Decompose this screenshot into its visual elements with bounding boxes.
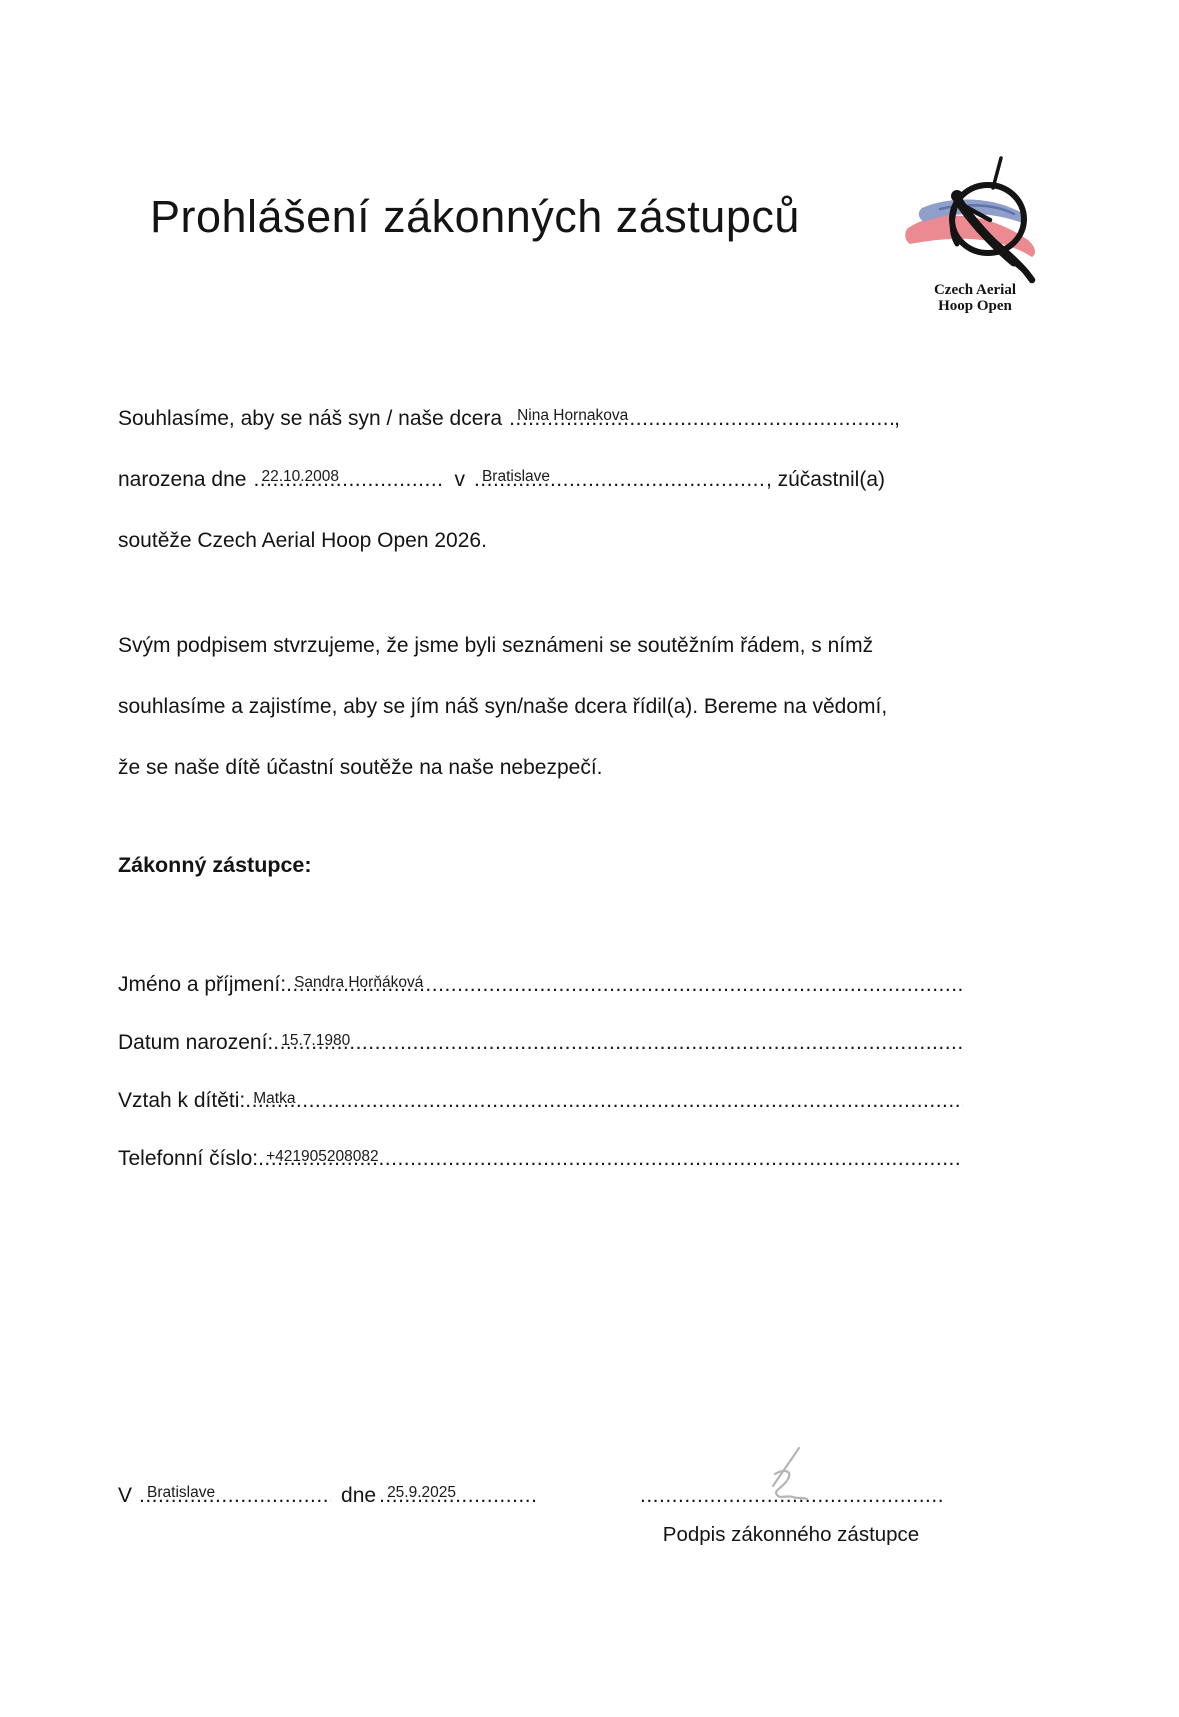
birth-place-value: Bratislave (481, 468, 551, 485)
relation-field-value: Matka (253, 1090, 296, 1107)
date-label: dne (341, 1484, 377, 1507)
name-field-label: Jméno a příjmení: (118, 973, 287, 996)
intro-line-3 (118, 510, 978, 571)
field-row-name (118, 956, 963, 1014)
phone-field (258, 1130, 963, 1188)
statement-paragraph (118, 615, 998, 798)
intro-line3-text: soutěže Czech Aerial Hoop Open 2026. (118, 529, 487, 552)
name-field (286, 956, 963, 1014)
birthdate-field-label: Datum narození: (118, 1031, 274, 1054)
birth-place-field (474, 449, 766, 510)
intro-line-1 (118, 388, 978, 449)
birth-date-field (253, 449, 445, 510)
signature-caption: Podpis zákonného zástupce (662, 1523, 920, 1546)
child-name-field (509, 388, 894, 449)
guardian-fields (118, 956, 963, 1188)
place-value: Bratislave (147, 1484, 216, 1501)
signature-block (640, 1476, 942, 1547)
birth-date-value: 22.10.2008 (261, 468, 340, 485)
date-value: 25.9.2025 (387, 1484, 457, 1501)
birthdate-field-value: 15.7.1980 (281, 1032, 351, 1049)
place-field (139, 1478, 331, 1514)
name-field-value: Sandra Horňáková (294, 974, 424, 991)
statement-line-3: že se naše dítě účastní soutěže na naše nebezpečí. (118, 756, 603, 779)
statement-line-2: souhlasíme a zajistíme, aby se jím náš syn/naše dcera řídil(a). Bereme na vědomí, (118, 695, 888, 718)
intro-line2-text: narozena dne (118, 468, 247, 491)
intro-line-2 (118, 449, 978, 510)
statement-line-1: Svým podpisem stvrzujeme, že jsme byli seznámeni se soutěžním řádem, s nímž (118, 634, 874, 657)
phone-field-label: Telefonní číslo: (118, 1147, 259, 1170)
guardian-section-heading: Zákonný zástupce: (118, 853, 312, 877)
intro-paragraph (118, 388, 978, 571)
child-name-value: Nina Hornakova (517, 407, 629, 424)
aerial-hoop-performer-icon (900, 156, 1050, 286)
logo-text-line2: Hoop Open (938, 298, 1012, 314)
logo-wordmark (895, 282, 1055, 314)
phone-field-value: +421905208082 (266, 1148, 379, 1165)
logo-text-line1: Czech Aerial (933, 282, 1017, 298)
intro-line1-comma: , (894, 407, 900, 430)
place-label: V (118, 1484, 133, 1507)
intro-line2-end: , zúčastnil(a) (765, 468, 885, 491)
relation-field-label: Vztah k dítěti: (118, 1089, 246, 1112)
relation-field (245, 1072, 963, 1130)
czech-aerial-hoop-open-logo (895, 156, 1055, 314)
date-field (379, 1478, 539, 1514)
document-title: Prohlášení zákonných zástupců (150, 191, 800, 242)
field-row-phone (118, 1130, 963, 1188)
field-row-birthdate (118, 1014, 963, 1072)
birthdate-field (273, 1014, 963, 1072)
signature-scribble-icon (755, 1444, 825, 1508)
intro-line1-text: Souhlasíme, aby se náš syn / naše dcera (118, 407, 503, 430)
intro-line2-mid: v (454, 468, 465, 491)
field-row-relation (118, 1072, 963, 1130)
place-and-date-line (118, 1478, 539, 1514)
